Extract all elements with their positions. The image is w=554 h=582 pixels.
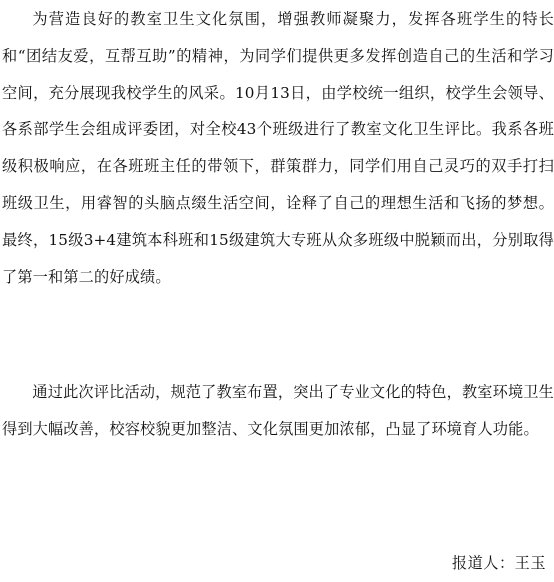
body-paragraph-1: 为营造良好的教室卫生文化氛围，增强教师凝聚力，发挥各班学生的特长和“团结友爱，互帮互助”的精神，为同学们提供更多发挥创造自己的生活和学习空间，充分展现我校学生的风采。10月13日，由学校统一组织，校学生会领导、各系部学生会组成评委团，对全校43个班级进行了教室文化卫生评比。我系各班级积极响应，在各班班主任的带领下，群策群力，同学们用自己灵巧的双手打扫班级卫生，用睿智的头脑点缀生活空间，诠释了自己的理想生活和飞扬的梦想。最终，15级3+4建筑本科班和15级建筑大专班从众多班级中脱颖而出，分别取得了第一和第二的好成绩。: [2, 10, 554, 286]
reporter-byline: 报道人：王玉: [451, 554, 546, 572]
body-paragraph-2: 通过此次评比活动，规范了教室布置，突出了专业文化的特色，教室环境卫生得到大幅改善，校容校貌更加整洁、文化氛围更加浓郁，凸显了环境育人功能。: [2, 383, 554, 438]
